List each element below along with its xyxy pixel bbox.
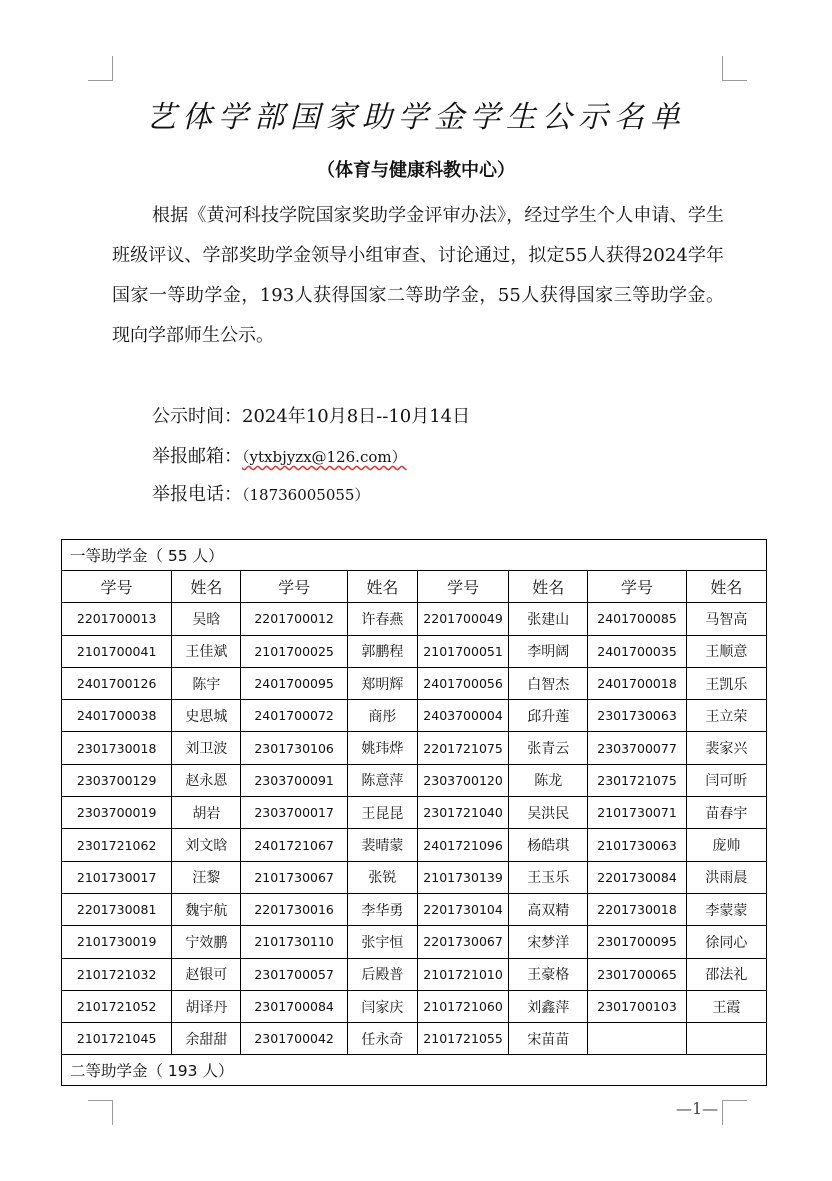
student-name-cell: 徐同心 <box>686 926 766 958</box>
student-id-cell: 2301721075 <box>588 764 686 796</box>
student-name-cell: 宋梦洋 <box>509 926 588 958</box>
table-row <box>62 797 767 829</box>
student-id-cell: 2101721032 <box>62 958 172 990</box>
student-name-cell: 王佳斌 <box>172 635 241 667</box>
student-id-cell: 2301700065 <box>588 958 686 990</box>
table-row <box>62 700 767 732</box>
column-header: 姓名 <box>509 571 588 603</box>
student-id-cell: 2301700103 <box>588 990 686 1022</box>
student-name-cell: 郑明辉 <box>347 667 417 699</box>
student-id-cell: 2303700129 <box>62 764 172 796</box>
student-name-cell: 赵银可 <box>172 958 241 990</box>
student-id-cell: 2401700018 <box>588 667 686 699</box>
student-id-cell: 2401700035 <box>588 635 686 667</box>
student-name-cell: 赵永恩 <box>172 764 241 796</box>
table-row <box>62 667 767 699</box>
student-name-cell: 张建山 <box>509 603 588 635</box>
section-first-class: 一等助学金（ 55 人） <box>62 540 767 571</box>
student-id-cell: 2301700057 <box>241 958 347 990</box>
notice-time-label: 公示时间： <box>152 406 242 427</box>
student-id-cell: 2303700091 <box>241 764 347 796</box>
student-name-cell: 王霞 <box>686 990 766 1022</box>
student-id-cell: 2401721067 <box>241 829 347 861</box>
table-row <box>62 893 767 925</box>
student-id-cell: 2301721062 <box>62 829 172 861</box>
student-id-cell: 2101730071 <box>588 797 686 829</box>
student-name-cell: 郭鹏程 <box>347 635 417 667</box>
student-id-cell: 2201730018 <box>588 893 686 925</box>
student-name-cell: 张宇恒 <box>347 926 417 958</box>
student-id-cell: 2303700077 <box>588 732 686 764</box>
column-header: 学号 <box>241 571 347 603</box>
student-name-cell: 商彤 <box>347 700 417 732</box>
table-row <box>62 603 767 635</box>
student-name-cell: 刘卫波 <box>172 732 241 764</box>
student-name-cell: 马智高 <box>686 603 766 635</box>
student-name-cell: 吴晗 <box>172 603 241 635</box>
student-id-cell: 2101730139 <box>417 861 508 893</box>
notice-phone <box>152 480 369 506</box>
student-id-cell: 2101730019 <box>62 926 172 958</box>
table-header-row <box>62 571 767 603</box>
table-row <box>62 861 767 893</box>
student-name-cell: 高双精 <box>509 893 588 925</box>
notice-time <box>152 402 470 428</box>
student-name-cell: 王凯乐 <box>686 667 766 699</box>
student-name-cell: 李华勇 <box>347 893 417 925</box>
student-name-cell: 胡岩 <box>172 797 241 829</box>
student-id-cell: 2101721052 <box>62 990 172 1022</box>
student-id-cell: 2301700095 <box>588 926 686 958</box>
student-id-cell: 2401721096 <box>417 829 508 861</box>
student-name-cell: 陈意萍 <box>347 764 417 796</box>
corner-mark-bottom-right <box>722 1100 747 1125</box>
student-name-cell: 张青云 <box>509 732 588 764</box>
student-name-cell: 刘鑫萍 <box>509 990 588 1022</box>
student-id-cell: 2101700051 <box>417 635 508 667</box>
student-name-cell: 刘文晗 <box>172 829 241 861</box>
table-row <box>62 829 767 861</box>
corner-mark-top-right <box>722 56 747 81</box>
student-id-cell: 2401700056 <box>417 667 508 699</box>
student-id-cell: 2301730018 <box>62 732 172 764</box>
student-id-cell: 2301700042 <box>241 1023 347 1055</box>
student-name-cell: 王豪格 <box>509 958 588 990</box>
student-id-cell: 2401700126 <box>62 667 172 699</box>
student-name-cell: 王玉乐 <box>509 861 588 893</box>
student-name-cell: 苗春宇 <box>686 797 766 829</box>
student-id-cell: 2101730110 <box>241 926 347 958</box>
student-name-cell: 魏宇航 <box>172 893 241 925</box>
student-name-cell: 张锐 <box>347 861 417 893</box>
student-name-cell: 任永奇 <box>347 1023 417 1055</box>
student-id-cell: 2401700085 <box>588 603 686 635</box>
student-name-cell: 闫家庆 <box>347 990 417 1022</box>
notice-time-value: 2024年10月8日--10月14日 <box>242 406 471 427</box>
student-id-cell: 2401700095 <box>241 667 347 699</box>
notice-email <box>152 442 407 468</box>
student-id-cell: 2101721010 <box>417 958 508 990</box>
student-name-cell: 庞帅 <box>686 829 766 861</box>
student-name-cell: 裴晴蒙 <box>347 829 417 861</box>
student-name-cell: 杨皓琪 <box>509 829 588 861</box>
student-name-cell: 陈龙 <box>509 764 588 796</box>
student-id-cell: 2403700004 <box>417 700 508 732</box>
student-name-cell: 后殿普 <box>347 958 417 990</box>
student-name-cell: 李蒙蒙 <box>686 893 766 925</box>
student-name-cell: 宋苗苗 <box>509 1023 588 1055</box>
student-id-cell: 2101700041 <box>62 635 172 667</box>
student-name-cell: 胡译丹 <box>172 990 241 1022</box>
student-name-cell: 许春燕 <box>347 603 417 635</box>
table-row <box>62 635 767 667</box>
student-id-cell: 2201700013 <box>62 603 172 635</box>
student-name-cell: 宁效鹏 <box>172 926 241 958</box>
student-name-cell: 陈宇 <box>172 667 241 699</box>
column-header: 学号 <box>62 571 172 603</box>
student-id-cell: 2301730063 <box>588 700 686 732</box>
student-id-cell: 2301730106 <box>241 732 347 764</box>
student-id-cell: 2303700017 <box>241 797 347 829</box>
notice-email-value: （ytxbjyzx@126.com） <box>242 448 407 466</box>
student-name-cell: 汪黎 <box>172 861 241 893</box>
student-id-cell: 2301700084 <box>241 990 347 1022</box>
document-subtitle: （体育与健康科教中心） <box>317 160 515 181</box>
student-name-cell: 吴洪民 <box>509 797 588 829</box>
student-id-cell: 2101730063 <box>588 829 686 861</box>
student-id-cell: 2101721055 <box>417 1023 508 1055</box>
student-name-cell: 王昆昆 <box>347 797 417 829</box>
table-row <box>62 926 767 958</box>
student-id-cell <box>588 1023 686 1055</box>
student-name-cell: 邱升莲 <box>509 700 588 732</box>
grant-recipients-table <box>61 539 767 1086</box>
student-id-cell: 2101730067 <box>241 861 347 893</box>
page-number: —1— <box>676 1099 719 1118</box>
column-header: 姓名 <box>172 571 241 603</box>
student-name-cell: 王立荣 <box>686 700 766 732</box>
table-row <box>62 958 767 990</box>
document-title: 艺体学部国家助学金学生公示名单 <box>146 100 686 135</box>
student-name-cell: 余甜甜 <box>172 1023 241 1055</box>
column-header: 学号 <box>588 571 686 603</box>
student-name-cell: 洪雨晨 <box>686 861 766 893</box>
table-row <box>62 764 767 796</box>
student-name-cell: 史思城 <box>172 700 241 732</box>
student-id-cell: 2401700072 <box>241 700 347 732</box>
student-id-cell: 2101721045 <box>62 1023 172 1055</box>
notice-phone-value: （18736005055） <box>242 486 370 504</box>
student-id-cell: 2101730017 <box>62 861 172 893</box>
notice-phone-label: 举报电话： <box>152 484 242 505</box>
student-id-cell: 2101700025 <box>241 635 347 667</box>
column-header: 学号 <box>417 571 508 603</box>
student-id-cell: 2201730084 <box>588 861 686 893</box>
student-id-cell: 2201730104 <box>417 893 508 925</box>
student-id-cell: 2303700120 <box>417 764 508 796</box>
student-id-cell: 2303700019 <box>62 797 172 829</box>
student-name-cell: 王顺意 <box>686 635 766 667</box>
student-name-cell <box>686 1023 766 1055</box>
table-row <box>62 990 767 1022</box>
student-id-cell: 2201721075 <box>417 732 508 764</box>
corner-mark-top-left <box>88 56 113 81</box>
corner-mark-bottom-left <box>88 1100 113 1125</box>
student-name-cell: 闫可昕 <box>686 764 766 796</box>
student-id-cell: 2101721060 <box>417 990 508 1022</box>
student-id-cell: 2201730081 <box>62 893 172 925</box>
column-header: 姓名 <box>347 571 417 603</box>
notice-email-label: 举报邮箱： <box>152 446 242 467</box>
table-row <box>62 732 767 764</box>
student-id-cell: 2201730067 <box>417 926 508 958</box>
column-header: 姓名 <box>686 571 766 603</box>
student-id-cell: 2201730016 <box>241 893 347 925</box>
table-row <box>62 1023 767 1055</box>
student-id-cell: 2201700012 <box>241 603 347 635</box>
student-name-cell: 李明阔 <box>509 635 588 667</box>
intro-paragraph: 根据《黄河科技学院国家奖助学金评审办法》，经过学生个人申请、学生班级评议、学部奖助学金领导小组审查、讨论通过，拟定55人获得2024学年国家一等助学金，193人获得国家二等助学金，55人获得国家三等助学金。现向学部师生公示。 <box>112 205 724 346</box>
student-id-cell: 2201700049 <box>417 603 508 635</box>
student-id-cell: 2401700038 <box>62 700 172 732</box>
student-name-cell: 白智杰 <box>509 667 588 699</box>
section-second-class: 二等助学金（ 193 人） <box>62 1055 767 1086</box>
student-id-cell: 2301721040 <box>417 797 508 829</box>
student-name-cell: 姚玮烨 <box>347 732 417 764</box>
student-name-cell: 裴家兴 <box>686 732 766 764</box>
student-name-cell: 邵法礼 <box>686 958 766 990</box>
